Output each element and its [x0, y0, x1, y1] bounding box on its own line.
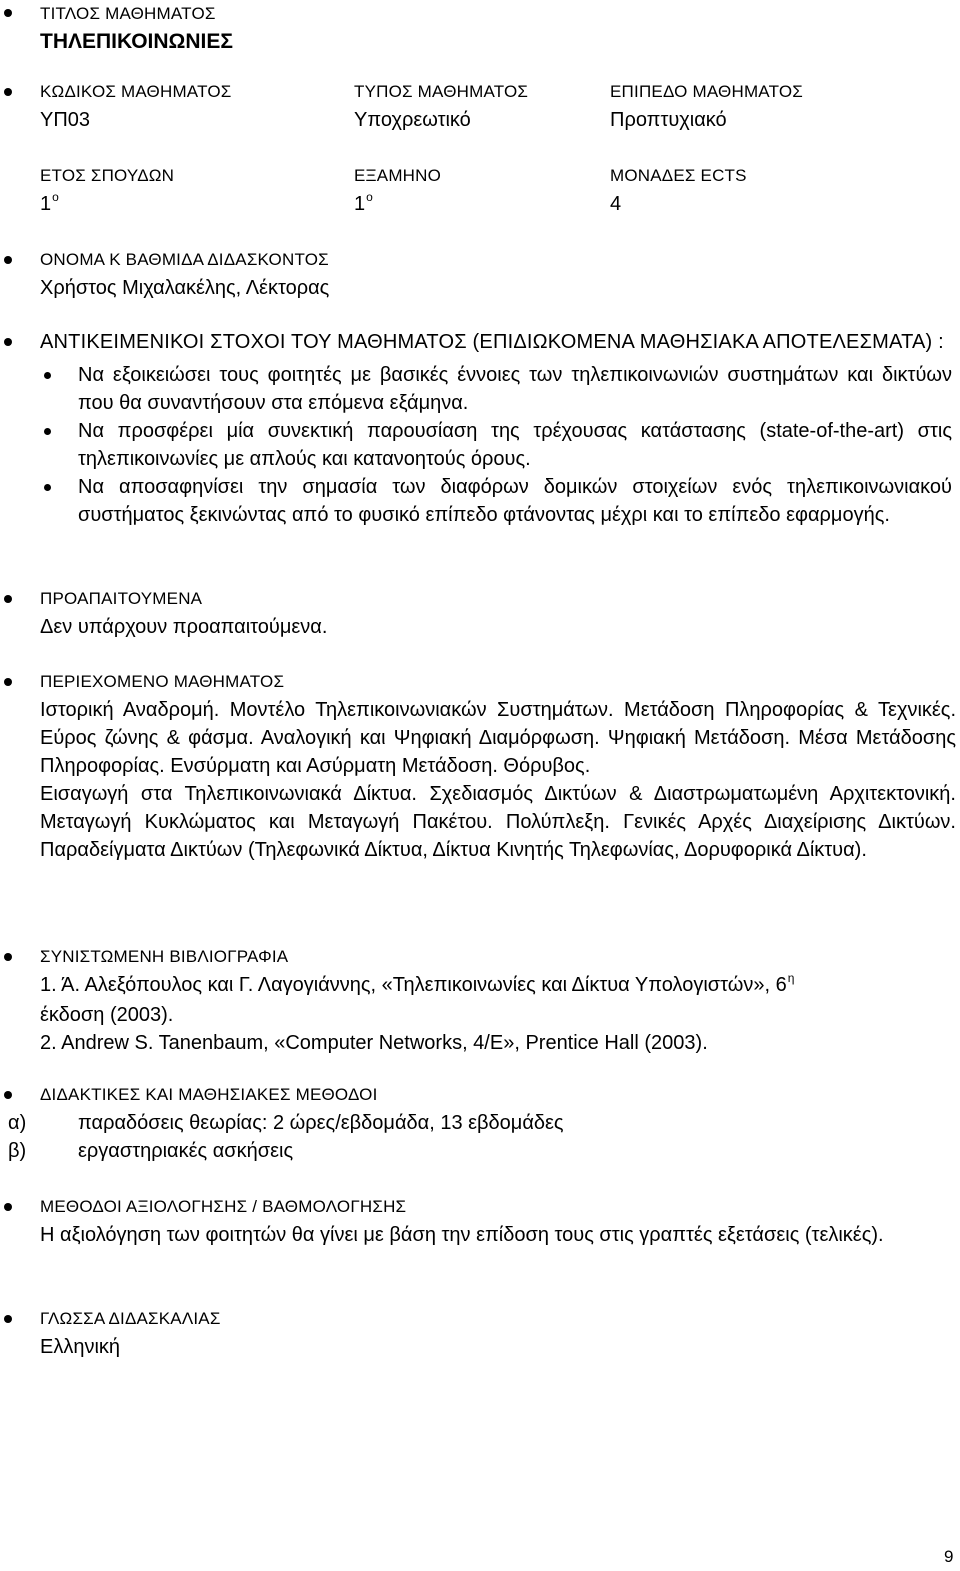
content-label: ΠΕΡΙΕΧΟΜΕΝΟ ΜΑΘΗΜΑΤΟΣ: [40, 672, 285, 691]
course-type: [354, 78, 528, 134]
course-level: [610, 78, 803, 134]
bullet-icon: [4, 256, 12, 264]
course-title: ΤΗΛΕΠΙΚΟΙΝΩΝΙΕΣ: [40, 30, 233, 53]
page-number: 9: [944, 1547, 954, 1566]
bullet-icon: [4, 678, 12, 686]
prerequisites-label: ΠΡΟΑΠΑΙΤΟΥΜΕΝΑ: [40, 589, 203, 608]
course-code-value: ΥΠ03: [40, 109, 91, 131]
bullet-icon: [4, 1091, 12, 1099]
assessment-value: Η αξιολόγηση των φοιτητών θα γίνει με βάση την επίδοση τους στις γραπτές εξετάσεις (τελικές).: [40, 1224, 884, 1246]
sub-bullet-icon: [44, 484, 51, 491]
prerequisites-value: Δεν υπάρχουν προαπαιτούμενα.: [40, 616, 328, 638]
bullet-icon: [4, 595, 12, 603]
language-label: ΓΛΩΣΣΑ ΔΙΔΑΣΚΑΛΙΑΣ: [40, 1309, 221, 1328]
bibliography-item: 1. Ά. Αλεξόπουλος και Γ. Λαγογιάννης, «Τηλεπικοινωνίες και Δίκτυα Υπολογιστών», $6^\eta$: [40, 971, 795, 996]
sub-bullet-icon: [44, 372, 51, 379]
study-year-value: $1^o$: [40, 190, 59, 215]
course-level-label: ΕΠΙΠΕΔΟ ΜΑΘΗΜΑΤΟΣ: [610, 82, 803, 101]
bullet-icon: [4, 1315, 12, 1323]
bibliography-label: ΣΥΝΙΣΤΩΜΕΝΗ ΒΙΒΛΙΟΓΡΑΦΙΑ: [40, 947, 289, 966]
course-code: [40, 78, 232, 134]
ects-credits: [610, 162, 747, 218]
bullet-icon: [4, 88, 12, 96]
bullet-icon: [4, 338, 12, 346]
language-value: Ελληνική: [40, 1336, 121, 1358]
bibliography-item-continued: έκδοση (2003).: [40, 1004, 174, 1026]
content-paragraph: Εισαγωγή στα Τηλεπικοινωνιακά Δίκτυα. Σχεδιασμός Δικτύων & Διαστρωματωμένη Αρχιτεκτονική. Μεταγωγή Κυκλώματος και Μεταγωγή Πακέτου. Πολύπλεξη. Γενικές Αρχές Διαχείρισης Δικτύων. Παραδείγματα Δικτύων (Τηλεφωνικά Δίκτυα, Δίκτυα Κινητής Τηλεφωνίας, Δορυφορικά Δίκτυα).: [40, 783, 956, 861]
bullet-icon: [4, 953, 12, 961]
course-code-label: ΚΩΔΙΚΟΣ ΜΑΘΗΜΑΤΟΣ: [40, 82, 232, 101]
course-type-label: ΤΥΠΟΣ ΜΑΘΗΜΑΤΟΣ: [354, 82, 529, 101]
bullet-icon: [4, 9, 12, 17]
instructor-name: Χρήστος Μιχαλακέλης, Λέκτορας: [40, 277, 330, 299]
ects-value: 4: [610, 193, 622, 215]
ects-label: ΜΟΝΑΔΕΣ ECTS: [610, 166, 747, 185]
objectives-label: ΑΝΤΙΚΕΙΜΕΝΙΚΟΙ ΣΤΟΧΟΙ ΤΟΥ ΜΑΘΗΜΑΤΟΣ (ΕΠΙΔΙΩΚΟΜΕΝΑ ΜΑΘΗΣΙΑΚΑ ΑΠΟΤΕΛΕΣΜΑΤΑ) :: [40, 331, 944, 353]
semester-label: ΕΞΑΜΗΝΟ: [354, 166, 442, 185]
course-level-value: Προπτυχιακό: [610, 109, 727, 131]
instructor-label: ΟΝΟΜΑ Κ ΒΑΘΜΙΔΑ ΔΙΔΑΣΚΟΝΤΟΣ: [40, 250, 329, 269]
sub-bullet-icon: [44, 428, 51, 435]
content-paragraph: Ιστορική Αναδρομή. Μοντέλο Τηλεπικοινωνιακών Συστημάτων. Μετάδοση Πληροφορίας & Τεχνικές. Εύρος ζώνης & φάσμα. Αναλογική και Ψηφιακή Διαμόρφωση. Ψηφιακή Μετάδοση. Μέσα Μετάδοσης Πληροφορίας. Ενσύρματη και Ασύρματη Μετάδοση. Θόρυβος.: [40, 699, 956, 777]
study-year: [40, 162, 174, 220]
bullet-icon: [4, 1203, 12, 1211]
course-type-value: Υποχρεωτικό: [354, 109, 471, 131]
title-label: ΤΙΤΛΟΣ ΜΑΘΗΜΑΤΟΣ: [40, 4, 216, 23]
semester: [354, 162, 441, 220]
bibliography-item: 2. Andrew S. Tanenbaum, «Computer Networks, 4/E», Prentice Hall (2003).: [40, 1032, 708, 1054]
methods-label: ΔΙΔΑΚΤΙΚΕΣ ΚΑΙ ΜΑΘΗΣΙΑΚΕΣ ΜΕΘΟΔΟΙ: [40, 1085, 378, 1104]
study-year-label: ΕΤΟΣ ΣΠΟΥΔΩΝ: [40, 166, 175, 185]
semester-value: $1^o$: [354, 190, 373, 215]
assessment-label: ΜΕΘΟΔΟΙ ΑΞΙΟΛΟΓΗΣΗΣ / ΒΑΘΜΟΛΟΓΗΣΗΣ: [40, 1197, 407, 1216]
